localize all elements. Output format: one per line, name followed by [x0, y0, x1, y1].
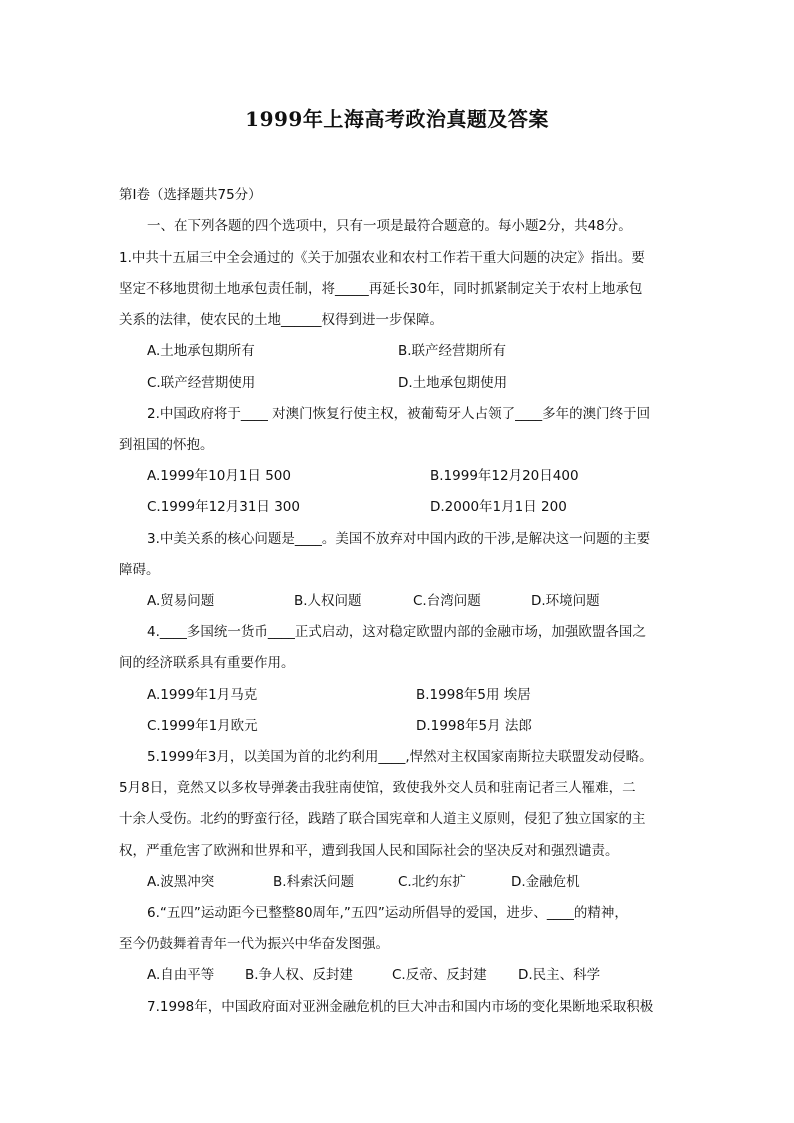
question-6-line-2: 至今仍鼓舞着青年一代为振兴中华奋发图强。	[119, 936, 389, 952]
question-6-option-b: B.争人权、反封建	[245, 967, 354, 983]
question-5-option-a: A.波黑冲突	[147, 874, 215, 890]
question-1-line-2: 坚定不移地贯彻土地承包责任制，将_____再延长30年，同时抓紧制定关于农村上地承包	[119, 281, 643, 297]
section-heading: 第Ⅰ卷（选择题共75分）	[119, 187, 262, 203]
question-4-line-2: 间的经济联系具有重要作用。	[119, 655, 295, 671]
question-4-option-d: D.1998年5月 法郎	[416, 718, 532, 734]
question-2-option-b: B.1999年12月20日400	[430, 468, 579, 484]
question-5-line-3: 十余人受伤。北约的野蛮行径，践踏了联合国宪章和人道主义原则，侵犯了独立国家的主	[119, 811, 646, 827]
question-4-option-a: A.1999年1月马克	[147, 687, 258, 703]
question-7-line-1: 7.1998年，中国政府面对亚洲金融危机的巨大冲击和国内市场的变化果断地采取积极	[147, 999, 654, 1015]
question-5-line-2: 5月8日，竟然又以多枚导弹袭击我驻南使馆，致使我外交人员和驻南记者三人罹难，二	[119, 780, 636, 796]
question-6-line-1: 6.“五四”运动距今已整整80周年,”五四”运动所倡导的爱国，进步、____的精神，	[147, 905, 628, 921]
question-3-option-a: A.贸易问题	[147, 593, 215, 609]
question-3-option-b: B.人权问题	[294, 593, 362, 609]
question-3-option-d: D.环境问题	[531, 593, 600, 609]
question-1-option-d: D.土地承包期使用	[398, 375, 508, 391]
question-5-line-1: 5.1999年3月，以美国为首的北约利用____,悍然对主权国家南斯拉夫联盟发动侵略。	[147, 749, 653, 765]
question-1-option-b: B.联产经营期所有	[398, 343, 507, 359]
question-2-option-c: C.1999年12月31日 300	[147, 499, 300, 515]
question-2-line-2: 到祖国的怀抱。	[119, 437, 214, 453]
question-2-option-d: D.2000年1月1日 200	[430, 499, 567, 515]
question-1-line-3: 关系的法律，使农民的土地______权得到进一步保障。	[119, 312, 443, 328]
question-2-option-a: A.1999年10月1日 500	[147, 468, 291, 484]
question-5-line-4: 权，严重危害了欧洲和世界和平，遭到我国人民和国际社会的坚决反对和强烈谴责。	[119, 843, 619, 859]
question-1-option-a: A.土地承包期所有	[147, 343, 255, 359]
document-title: 1999年上海高考政治真题及答案	[245, 107, 549, 131]
instruction-text: 一、在下列各题的四个选项中，只有一项是最符合题意的。每小题2分，共48分。	[147, 218, 632, 234]
question-6-option-a: A.自由平等	[147, 967, 215, 983]
question-6-option-d: D.民主、科学	[518, 967, 601, 983]
question-3-line-1: 3.中美关系的核心问题是____。美国不放弃对中国内政的干涉,是解决这一问题的主要	[147, 531, 651, 547]
question-3-option-c: C.台湾问题	[413, 593, 481, 609]
question-6-option-c: C.反帝、反封建	[392, 967, 487, 983]
question-5-option-c: C.北约东扩	[398, 874, 466, 890]
question-1-option-c: C.联产经营期使用	[147, 375, 256, 391]
question-1-line-1: 1.中共十五届三中全会通过的《关于加强农业和农村工作若干重大问题的决定》指出。要	[119, 250, 645, 266]
question-2-line-1: 2.中国政府将于____ 对澳门恢复行使主权，被葡萄牙人占领了____多年的澳门终于回	[147, 406, 651, 422]
question-4-line-1: 4.____多国统一货币____正式启动，这对稳定欧盟内部的金融市场，加强欧盟各国之	[147, 624, 646, 640]
question-5-option-d: D.金融危机	[511, 874, 580, 890]
question-4-option-b: B.1998年5用 埃居	[416, 687, 531, 703]
question-3-line-2: 障碍。	[119, 562, 160, 578]
question-4-option-c: C.1999年1月欧元	[147, 718, 258, 734]
question-5-option-b: B.科索沃问题	[273, 874, 355, 890]
